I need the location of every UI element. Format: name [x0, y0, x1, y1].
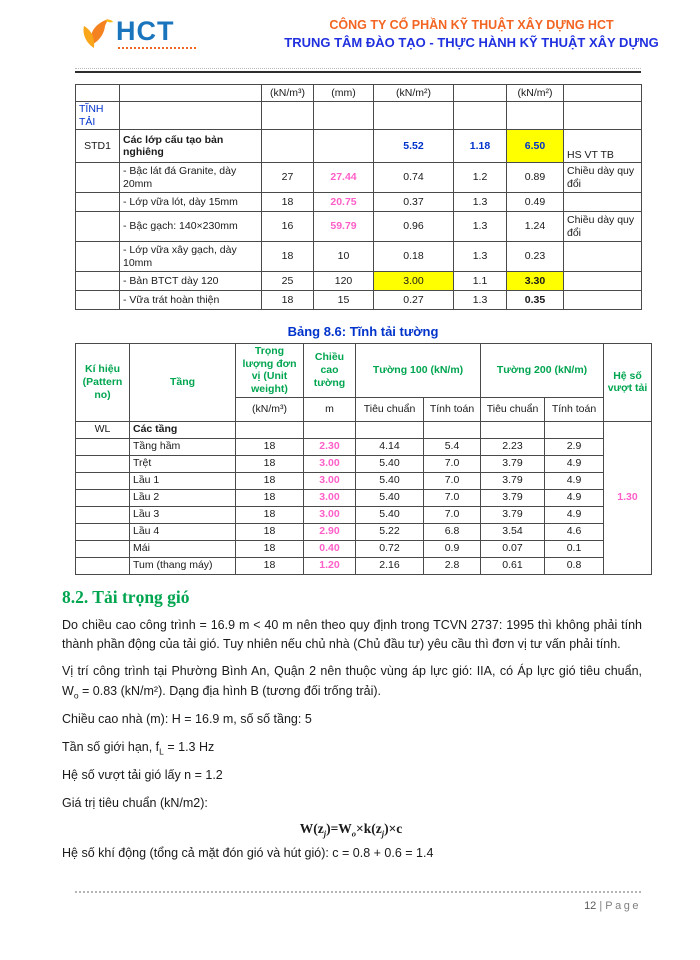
- formula-part: W(z: [299, 821, 324, 837]
- cell: 2.16: [356, 557, 424, 574]
- cell: 27.44: [314, 163, 374, 193]
- cell: [76, 455, 130, 472]
- cell: 18: [236, 489, 304, 506]
- units-row: [76, 85, 642, 102]
- page-content: [0, 84, 700, 871]
- cell: 2.9: [545, 438, 604, 455]
- header-cell: Tường 100 (kN/m): [356, 344, 481, 397]
- cell: [564, 291, 642, 310]
- cell: (kN/m³): [262, 85, 314, 102]
- cell: [454, 85, 507, 102]
- logo-tagline: [118, 47, 196, 49]
- cell: [314, 102, 374, 130]
- cell: [564, 272, 642, 291]
- formula-part: ×k(z: [356, 821, 382, 837]
- cell: 2.23: [481, 438, 545, 455]
- overload-factor-cell: 1.30: [604, 421, 652, 574]
- cell: 120: [314, 272, 374, 291]
- table-row: [76, 557, 652, 574]
- subheader-cell: (kN/m³): [236, 397, 304, 421]
- table-row: [76, 506, 652, 523]
- subheader-cell: Tiêu chuẩn: [356, 397, 424, 421]
- cell: [454, 102, 507, 130]
- pattern-id-cell: STD1: [76, 130, 120, 163]
- formula-part: )×c: [384, 821, 403, 837]
- subheader-cell: m: [304, 397, 356, 421]
- cell: 16: [262, 212, 314, 242]
- cell: 25: [262, 272, 314, 291]
- subscript: o: [73, 690, 79, 701]
- cell: Các lớp cấu tạo bản nghiêng: [120, 130, 262, 163]
- cell: - Vữa trát hoàn thiện: [120, 291, 262, 310]
- cell: 3.00: [304, 489, 356, 506]
- table-row: [76, 242, 642, 272]
- pattern-id-cell: WL: [76, 421, 130, 438]
- cell: Các tầng: [130, 421, 236, 438]
- cell: 0.1: [545, 540, 604, 557]
- cell: [481, 421, 545, 438]
- table-row: [76, 438, 652, 455]
- cell: 15: [314, 291, 374, 310]
- cell: 1.1: [454, 272, 507, 291]
- cell: 0.89: [507, 163, 564, 193]
- cell: [262, 130, 314, 163]
- cell: Lầu 4: [130, 523, 236, 540]
- subscript: L: [159, 746, 164, 757]
- cell: [76, 557, 130, 574]
- logo-swoosh-icon: [78, 16, 114, 61]
- cell: [314, 130, 374, 163]
- paragraph: Do chiều cao công trình = 16.9 m < 40 m nên theo quy định trong TCVN 2737: 1995 thì không phải tính thành phần động của tải gió. Tuy nhiên nếu chủ nhà (Chủ đầu tư) yêu cầu thì đơn vị tư vấn phải tính.: [62, 617, 642, 651]
- cell: 5.4: [424, 438, 481, 455]
- cell: 7.0: [424, 489, 481, 506]
- text-run: Vị trí công trình tại Phường Bình An, Quận 2 nên thuộc vùng áp lực gió: IIA, có Áp lực gió tiêu chuẩn, W: [62, 664, 642, 698]
- summary-row: [76, 130, 642, 163]
- header-cell: Tường 200 (kN/m): [481, 344, 604, 397]
- subheader-cell: Tiêu chuẩn: [481, 397, 545, 421]
- cell: [76, 523, 130, 540]
- cell: 4.9: [545, 455, 604, 472]
- cell: [304, 421, 356, 438]
- header-cell: Chiều cao tường: [304, 344, 356, 397]
- footer-separator: |: [599, 900, 606, 912]
- cell: 0.72: [356, 540, 424, 557]
- cell: 2.90: [304, 523, 356, 540]
- cell: 2.30: [304, 438, 356, 455]
- cell: - Lớp vữa lót, dày 15mm: [120, 193, 262, 212]
- table-row: [76, 163, 642, 193]
- cell: 7.0: [424, 472, 481, 489]
- header-row: [76, 344, 652, 397]
- cell: [76, 85, 120, 102]
- cell: 3.00: [304, 455, 356, 472]
- cell: [120, 85, 262, 102]
- text-run: = 1.3 Hz: [163, 739, 215, 754]
- cell: [424, 421, 481, 438]
- cell: 5.22: [356, 523, 424, 540]
- cell: 2.8: [424, 557, 481, 574]
- subscript: o: [351, 828, 357, 839]
- cell: [545, 421, 604, 438]
- table-row: [76, 540, 652, 557]
- cell: 0.96: [374, 212, 454, 242]
- cell: 0.07: [481, 540, 545, 557]
- cell: 18: [236, 438, 304, 455]
- cell: 18: [236, 523, 304, 540]
- cell: 0.23: [507, 242, 564, 272]
- text-line: [62, 738, 642, 759]
- cell: 0.61: [481, 557, 545, 574]
- company-name-line1: CÔNG TY CỔ PHẦN KỸ THUẬT XÂY DỰNG HCT: [329, 18, 614, 32]
- cell: Tum (thang máy): [130, 557, 236, 574]
- cell: 18: [236, 557, 304, 574]
- highlighted-cell: 6.50: [507, 130, 564, 163]
- cell: Lầu 1: [130, 472, 236, 489]
- cell: [262, 102, 314, 130]
- cell: 1.3: [454, 212, 507, 242]
- cell: [76, 489, 130, 506]
- cell: 18: [236, 506, 304, 523]
- paragraph: [62, 662, 642, 702]
- cell: - Bậc lát đá Granite, dày 20mm: [120, 163, 262, 193]
- cell: 1.3: [454, 193, 507, 212]
- cell: [356, 421, 424, 438]
- header-cell: Trọng lượng đơn vị (Unit weight): [236, 344, 304, 397]
- cell: Tầng hầm: [130, 438, 236, 455]
- cell: 18: [262, 193, 314, 212]
- cell: [564, 102, 642, 130]
- header-divider: [75, 68, 641, 73]
- cell: [374, 102, 454, 130]
- cell: 0.9: [424, 540, 481, 557]
- text-line: Giá trị tiêu chuẩn (kN/m2):: [62, 795, 208, 810]
- cell: 59.79: [314, 212, 374, 242]
- cell: - Lớp vữa xây gạch, dày 10mm: [120, 242, 262, 272]
- table-row: [76, 421, 652, 438]
- cell: 0.40: [304, 540, 356, 557]
- subheader-cell: Tính toán: [424, 397, 481, 421]
- cell: [76, 291, 120, 310]
- cell: [76, 212, 120, 242]
- note-cell: Chiều dày quy đổi: [564, 212, 642, 242]
- cell: 1.20: [304, 557, 356, 574]
- wind-pressure-formula: [62, 821, 640, 839]
- cell: [76, 163, 120, 193]
- cell: 3.79: [481, 489, 545, 506]
- cell: 10: [314, 242, 374, 272]
- cell: 0.74: [374, 163, 454, 193]
- cell: 5.40: [356, 489, 424, 506]
- cell: Mái: [130, 540, 236, 557]
- cell: 27: [262, 163, 314, 193]
- formula-part: )=W: [326, 821, 352, 837]
- table-row: [76, 272, 642, 291]
- page-number: 12: [584, 900, 597, 912]
- cell: 18: [262, 291, 314, 310]
- table-caption: Bảng 8.6: Tĩnh tải tường: [287, 324, 439, 340]
- cell: - Bản BTCT dày 120: [120, 272, 262, 291]
- cell: 18: [236, 472, 304, 489]
- cell: 3.79: [481, 472, 545, 489]
- company-name-block: [283, 18, 660, 50]
- cell: 4.6: [545, 523, 604, 540]
- cell: 18: [236, 540, 304, 557]
- wall-load-table: [75, 343, 652, 574]
- header-cell: Tầng: [130, 344, 236, 421]
- text-line: Hệ số khí động (tổng cả mặt đón gió và hút gió): c = 0.8 + 0.6 = 1.4: [62, 845, 434, 860]
- cell: 3.54: [481, 523, 545, 540]
- group-label-cell: TĨNH TẢI: [76, 102, 120, 130]
- page-footer: [75, 891, 641, 912]
- cell: 1.3: [454, 242, 507, 272]
- cell: (kN/m²): [507, 85, 564, 102]
- cell: 4.14: [356, 438, 424, 455]
- cell: 5.40: [356, 455, 424, 472]
- cell: 4.9: [545, 472, 604, 489]
- section-heading: 8.2. Tải trọng gió: [62, 586, 190, 607]
- text-line: Hệ số vượt tải gió lấy n = 1.2: [62, 768, 223, 783]
- cell: 0.8: [545, 557, 604, 574]
- cell: 4.9: [545, 506, 604, 523]
- cell: [76, 540, 130, 557]
- cell: [564, 85, 642, 102]
- table-row: [76, 489, 652, 506]
- static-load-table: [75, 84, 642, 310]
- cell: 7.0: [424, 506, 481, 523]
- subscript: j: [323, 828, 327, 839]
- cell: 7.0: [424, 455, 481, 472]
- text-line: Chiều cao nhà (m): H = 16.9 m, số số tầng: 5: [62, 712, 312, 727]
- header-cell: Kí hiệu (Pattern no): [76, 344, 130, 421]
- cell: Lầu 3: [130, 506, 236, 523]
- table-row: [76, 291, 642, 310]
- logo-text-wrap: [114, 16, 196, 49]
- cell: 5.52: [374, 130, 454, 163]
- cell: [564, 193, 642, 212]
- table-row: [76, 193, 642, 212]
- cell: 0.27: [374, 291, 454, 310]
- footer-page-word: Page: [605, 900, 641, 912]
- table-row: [76, 523, 652, 540]
- cell: 0.35: [507, 291, 564, 310]
- cell: 18: [262, 242, 314, 272]
- cell: [564, 242, 642, 272]
- cell: 0.18: [374, 242, 454, 272]
- cell: [76, 242, 120, 272]
- cell: 20.75: [314, 193, 374, 212]
- table-row: [76, 212, 642, 242]
- cell: - Bậc gạch: 140×230mm: [120, 212, 262, 242]
- cell: 1.24: [507, 212, 564, 242]
- cell: Trệt: [130, 455, 236, 472]
- subheader-cell: Tính toán: [545, 397, 604, 421]
- cell: 0.37: [374, 193, 454, 212]
- cell: 5.40: [356, 506, 424, 523]
- table-row: [76, 455, 652, 472]
- cell: 3.00: [304, 472, 356, 489]
- cell: 1.2: [454, 163, 507, 193]
- cell: 4.9: [545, 489, 604, 506]
- cell: 1.3: [454, 291, 507, 310]
- text-run: Tần số giới hạn, f: [62, 739, 160, 754]
- cell: [76, 193, 120, 212]
- group-row: [76, 102, 642, 130]
- subscript: j: [381, 828, 385, 839]
- company-name-line2: TRUNG TÂM ĐÀO TẠO - THỰC HÀNH KỸ THUẬT XÂY DỰNG: [284, 35, 659, 50]
- cell: 3.79: [481, 455, 545, 472]
- text-run: = 0.83 (kN/m²). Dạng địa hình B (tương đối trống trải).: [78, 683, 382, 698]
- cell: [76, 506, 130, 523]
- highlighted-cell: 3.30: [507, 272, 564, 291]
- cell: 5.40: [356, 472, 424, 489]
- note-cell: HS VT TB: [564, 130, 642, 163]
- cell: Lầu 2: [130, 489, 236, 506]
- cell: 18: [236, 455, 304, 472]
- cell: [120, 102, 262, 130]
- table-row: [76, 472, 652, 489]
- logo-text: HCT: [116, 16, 175, 46]
- cell: [76, 438, 130, 455]
- cell: [507, 102, 564, 130]
- note-cell: Chiều dày quy đổi: [564, 163, 642, 193]
- cell: [76, 472, 130, 489]
- page-header: [78, 14, 660, 68]
- cell: 3.00: [304, 506, 356, 523]
- cell: [76, 272, 120, 291]
- hct-logo: [78, 16, 196, 61]
- header-cell: Hệ số vượt tải: [604, 344, 652, 421]
- cell: 6.8: [424, 523, 481, 540]
- cell: 1.18: [454, 130, 507, 163]
- cell: (mm): [314, 85, 374, 102]
- cell: 3.79: [481, 506, 545, 523]
- cell: [236, 421, 304, 438]
- highlighted-cell: 3.00: [374, 272, 454, 291]
- cell: 0.49: [507, 193, 564, 212]
- cell: (kN/m²): [374, 85, 454, 102]
